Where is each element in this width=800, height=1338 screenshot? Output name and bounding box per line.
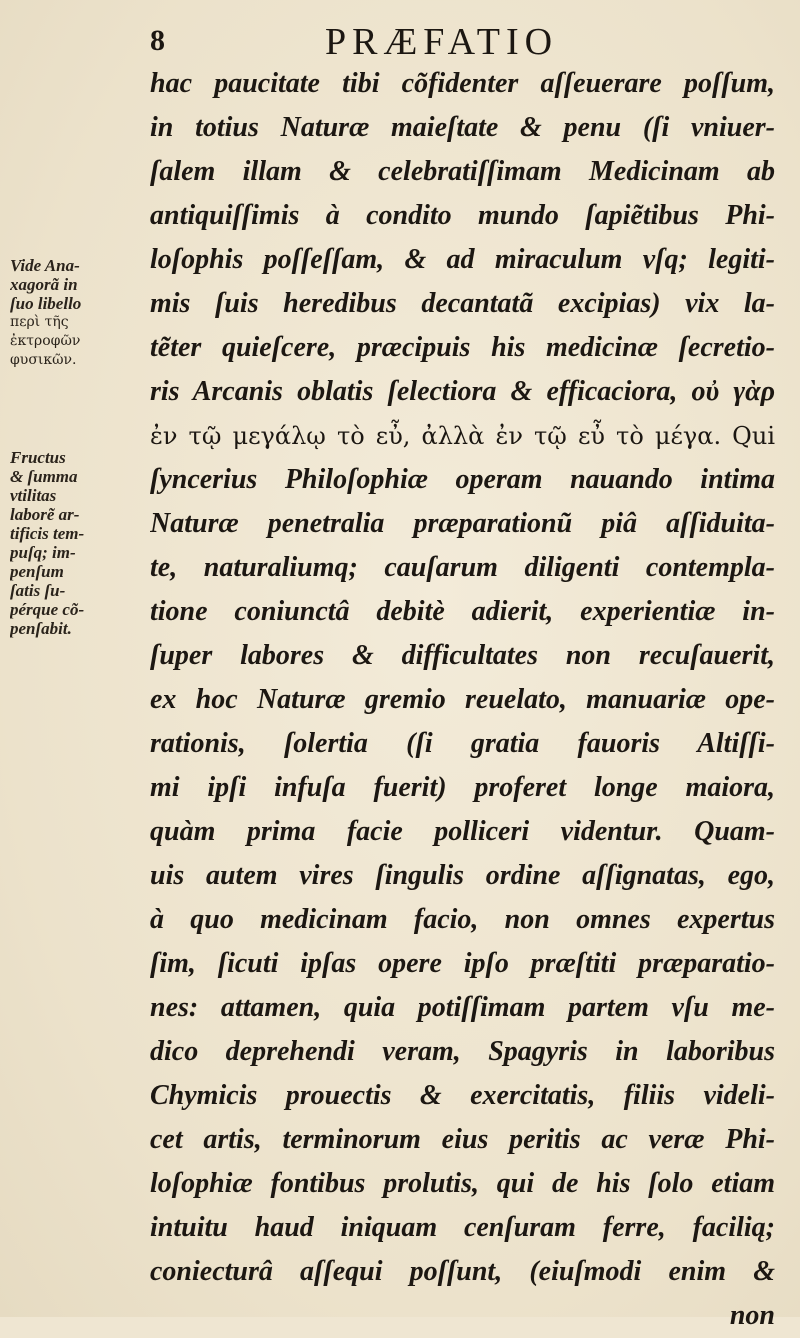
margin-line-greek: φυσικῶν. [10, 352, 77, 368]
text-line: intuitu haud iniquam cenſuram ferre, facilią; [150, 1212, 775, 1243]
text-line: ris Arcanis oblatis ſelectiora & efficaciora, οὐ γὰρ [150, 376, 775, 407]
text-line: Naturæ penetralia præparationũ piâ aſſiduita- [150, 508, 775, 539]
margin-line: puſq; im- [10, 543, 76, 562]
page-number: 8 [150, 24, 165, 57]
running-head: PRÆFATIO [325, 21, 559, 63]
text-line: cet artis, terminorum eius peritis ac veræ Phi- [150, 1124, 775, 1155]
text-line: loſophiæ fontibus prolutis, qui de his ſolo etiam [150, 1168, 775, 1199]
text-line: tẽter quieſcere, præcipuis his medicinæ ſecretio- [150, 332, 775, 363]
margin-note-anaxagoras [10, 256, 150, 370]
catchword: non [729, 1300, 775, 1331]
text-line: quàm prima facie polliceri videntur. Quam- [150, 816, 775, 847]
text-line: dico deprehendi veram, Spagyris in laboribus [150, 1036, 775, 1067]
margin-line: xagorã in [10, 275, 78, 294]
margin-line: Fructus [10, 448, 66, 467]
margin-line-greek: ἐκτροφῶν [10, 333, 81, 349]
text-line: ſalem illam & celebratiſſimam Medicinam ab [150, 156, 775, 187]
text-line: hac paucitate tibi cõfidenter aſſeuerare poſſum, [150, 68, 775, 99]
text-line: nes: attamen, quia potiſſimam partem vſu me- [150, 992, 775, 1023]
text-line: coniecturâ aſſequi poſſunt, (eiuſmodi enim & [150, 1256, 775, 1287]
margin-line-greek: περὶ τῆς [10, 314, 69, 330]
text-line: te, naturaliumq; cauſarum diligenti contempla- [150, 552, 775, 583]
text-line: antiquiſſimis à condito mundo ſapiẽtibus Phi- [150, 200, 775, 231]
text-line: Chymicis prouectis & exercitatis, filiis videli- [150, 1080, 775, 1111]
text-line: ſyncerius Philoſophiæ operam nauando intima [150, 464, 775, 495]
margin-line: laborẽ ar- [10, 505, 80, 524]
margin-note-fructus [10, 448, 150, 638]
margin-line: ſuo libello [10, 294, 82, 313]
margin-line: penſabit. [10, 619, 72, 638]
margin-line: & ſumma [10, 467, 78, 486]
margin-line: ſatis ſu- [10, 581, 66, 600]
body-text [150, 62, 775, 1338]
text-line: ſim, ſicuti ipſas opere ipſo præſtiti præparatio- [150, 948, 775, 979]
text-line: rationis, ſolertia (ſi gratia fauoris Altiſſi- [150, 728, 775, 759]
text-line: mis ſuis heredibus decantatã excipias) vix la- [150, 288, 775, 319]
text-line: mi ipſi infuſa fuerit) proferet longe maiora, [150, 772, 775, 803]
text-line: loſophis poſſeſſam, & ad miraculum vſq; legiti- [150, 244, 775, 275]
margin-line: pérque cõ- [10, 600, 85, 619]
text-line: uis autem vires ſingulis ordine aſſignatas, ego, [150, 860, 775, 891]
text-line: ex hoc Naturæ gremio reuelato, manuariæ ope- [150, 684, 775, 715]
margin-line: vtilitas [10, 486, 57, 505]
text-line: à quo medicinam facio, non omnes expertus [150, 904, 775, 935]
text-line: tione coniunctâ debitè adierit, experientiæ in- [150, 596, 775, 627]
text-line: ſuper labores & difficultates non recuſauerit, [150, 640, 775, 671]
text-line: in totius Naturæ maieſtate & penu (ſi vniuer- [150, 112, 775, 143]
margin-line: penſum [10, 562, 64, 581]
margin-line: tificis tem- [10, 524, 85, 543]
text-line-greek: ἐν τῷ μεγάλῳ τὸ εὖ, ἀλλὰ ἐν τῷ εὖ τὸ μέγα. Qui [150, 422, 775, 450]
margin-line: Vide Ana- [10, 256, 80, 275]
